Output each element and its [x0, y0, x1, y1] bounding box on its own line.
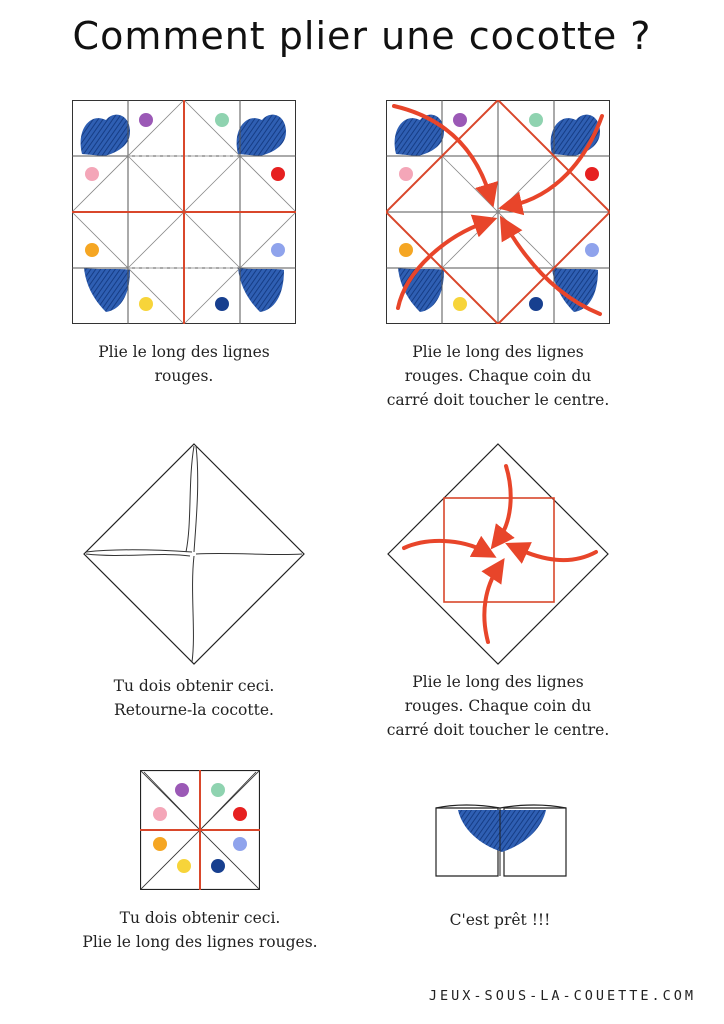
caption-line: carré doit toucher le centre. [386, 721, 610, 739]
dot-lavender [271, 243, 285, 257]
dot-orange [85, 243, 99, 257]
dot-green [215, 113, 229, 127]
step-1-caption [44, 340, 324, 388]
step-2-diagram [386, 100, 610, 324]
step-4-caption [358, 670, 638, 742]
dot-navy [215, 297, 229, 311]
step-4-diagram [386, 442, 610, 666]
caption-line: Retourne-la cocotte. [114, 701, 274, 719]
caption-line: rouges. [154, 367, 214, 385]
caption-line: Plie le long des lignes [412, 673, 584, 691]
dot-yellow [139, 297, 153, 311]
caption-line: rouges. Chaque coin du [404, 367, 592, 385]
heart-top-right-icon [237, 115, 286, 156]
heart-bottom-right-icon [238, 268, 284, 312]
caption-line: Tu dois obtenir ceci. [119, 909, 281, 927]
step-5-diagram [140, 770, 260, 890]
caption-line: Tu dois obtenir ceci. [113, 677, 275, 695]
caption-line: Plie le long des lignes rouges. [82, 933, 318, 951]
step-2-caption [358, 340, 638, 412]
dot-pink [85, 167, 99, 181]
caption-line: Plie le long des lignes [412, 343, 584, 361]
step-5-caption [40, 906, 360, 954]
step-3-caption [54, 674, 334, 722]
heart-top-left-icon [81, 115, 130, 156]
dot-red [271, 167, 285, 181]
step-6-diagram [434, 800, 568, 880]
step-1-diagram [72, 100, 296, 324]
page-title: Comment plier une cocotte ? [72, 14, 652, 58]
caption-line: C'est prêt !!! [449, 911, 551, 929]
caption-line: carré doit toucher le centre. [386, 391, 610, 409]
step-3-diagram [82, 442, 306, 666]
site-footer: JEUX-SOUS-LA-COUETTE.COM [428, 988, 696, 1004]
dot-purple [139, 113, 153, 127]
caption-line: rouges. Chaque coin du [404, 697, 592, 715]
caption-line: Plie le long des lignes [98, 343, 270, 361]
heart-bottom-left-icon [84, 268, 130, 312]
step-6-caption [400, 908, 600, 932]
